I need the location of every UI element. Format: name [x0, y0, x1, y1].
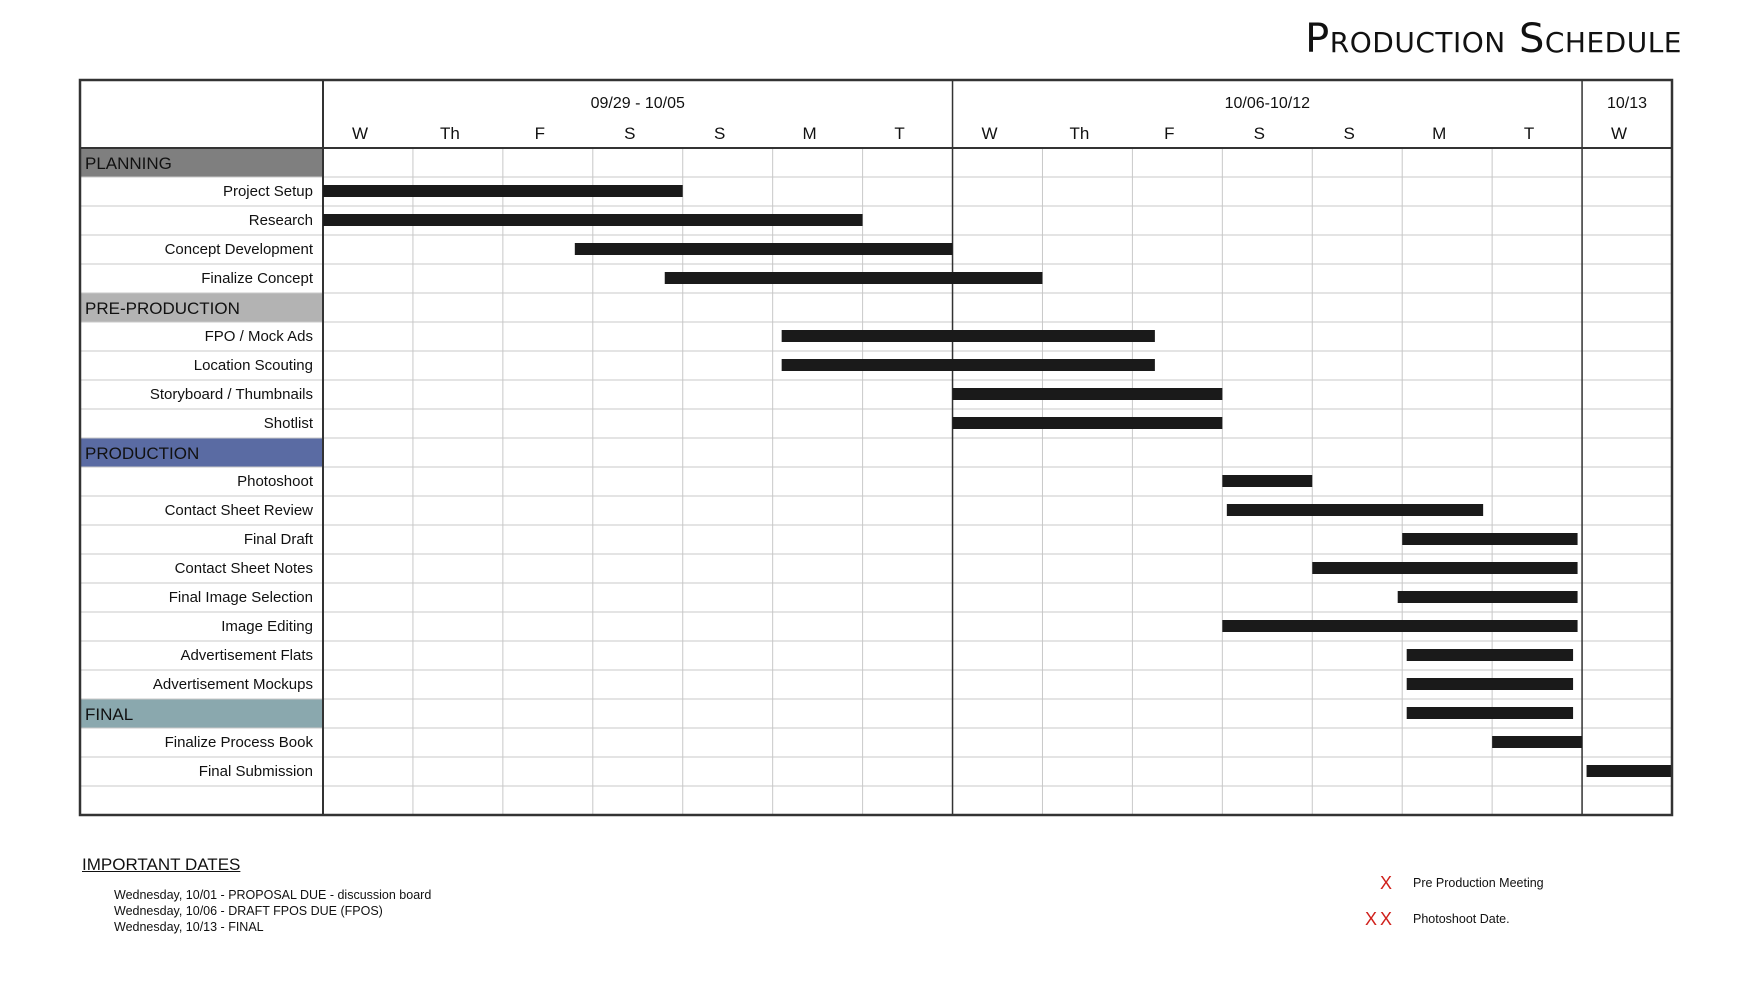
week-label: 10/06-10/12 [1224, 95, 1311, 112]
task-bar [1407, 707, 1573, 719]
task-label: Final Draft [243, 531, 313, 548]
task-bar [953, 388, 1223, 400]
legend [1355, 865, 1544, 937]
day-label: F [1164, 124, 1175, 143]
task-bar [1227, 504, 1483, 516]
day-label: W [1611, 124, 1628, 143]
task-label: Location Scouting [193, 357, 313, 374]
task-bar [953, 417, 1223, 429]
task-label: FPO / Mock Ads [204, 328, 313, 345]
legend-label: Pre Production Meeting [1413, 876, 1544, 890]
day-label: Th [1069, 124, 1090, 143]
legend-mark: X [1379, 872, 1395, 893]
day-label: M [1432, 124, 1447, 143]
task-bar [1222, 475, 1312, 487]
important-date-item: Wednesday, 10/13 - FINAL [114, 920, 264, 934]
week-label: 10/13 [1607, 95, 1648, 112]
task-label: Image Editing [221, 618, 313, 635]
section-label: PLANNING [85, 154, 172, 173]
task-label: Photoshoot [237, 473, 313, 490]
legend-label: Photoshoot Date. [1413, 912, 1510, 926]
task-label: Advertisement Flats [180, 647, 313, 664]
day-label: M [802, 124, 817, 143]
task-label: Final Image Selection [168, 589, 313, 606]
day-label: F [534, 124, 546, 143]
page-title: Production Schedule [1305, 16, 1682, 62]
task-label: Research [248, 212, 313, 229]
task-label: Advertisement Mockups [152, 676, 313, 693]
task-label: Finalize Process Book [164, 734, 313, 751]
task-label: Shotlist [263, 415, 313, 432]
task-bar [1407, 649, 1573, 661]
task-label: Storyboard / Thumbnails [149, 386, 313, 403]
task-bar [1312, 562, 1577, 574]
task-label: Concept Development [164, 241, 313, 258]
day-label: S [714, 124, 726, 143]
day-label: T [1523, 124, 1535, 143]
task-label: Finalize Concept [201, 270, 313, 287]
important-dates-title: IMPORTANT DATES [82, 855, 241, 874]
task-bar [575, 243, 953, 255]
task-bar [782, 359, 1155, 371]
important-dates [82, 855, 431, 935]
task-bar [665, 272, 1043, 284]
day-label: S [1253, 124, 1265, 143]
task-label: Contact Sheet Review [164, 502, 313, 519]
task-bar [782, 330, 1155, 342]
section-label: PRE-PRODUCTION [85, 299, 240, 318]
section-label: PRODUCTION [85, 444, 200, 463]
important-date-item: Wednesday, 10/06 - DRAFT FPOS DUE (FPOS) [114, 904, 383, 918]
task-bar [1402, 533, 1577, 545]
day-label: T [894, 124, 905, 143]
legend-item [1355, 865, 1544, 901]
day-label: S [624, 124, 636, 143]
task-bar [1222, 620, 1577, 632]
task-bar [1398, 591, 1578, 603]
week-label: 09/29 - 10/05 [590, 95, 685, 112]
legend-item [1355, 901, 1544, 937]
task-label: Final Submission [198, 763, 313, 780]
day-label: S [1343, 124, 1355, 143]
task-bar [1587, 765, 1672, 777]
section-label: FINAL [85, 705, 134, 724]
task-bar [323, 185, 683, 197]
task-bar [323, 214, 863, 226]
task-label: Project Setup [222, 183, 313, 200]
task-bar [1492, 736, 1582, 748]
task-label: Contact Sheet Notes [174, 560, 313, 577]
task-bar [1407, 678, 1573, 690]
important-date-item: Wednesday, 10/01 - PROPOSAL DUE - discussion board [114, 888, 432, 902]
day-label: W [351, 124, 368, 143]
day-label: W [981, 124, 998, 143]
legend-mark: XX [1364, 908, 1395, 929]
day-label: Th [439, 124, 460, 143]
